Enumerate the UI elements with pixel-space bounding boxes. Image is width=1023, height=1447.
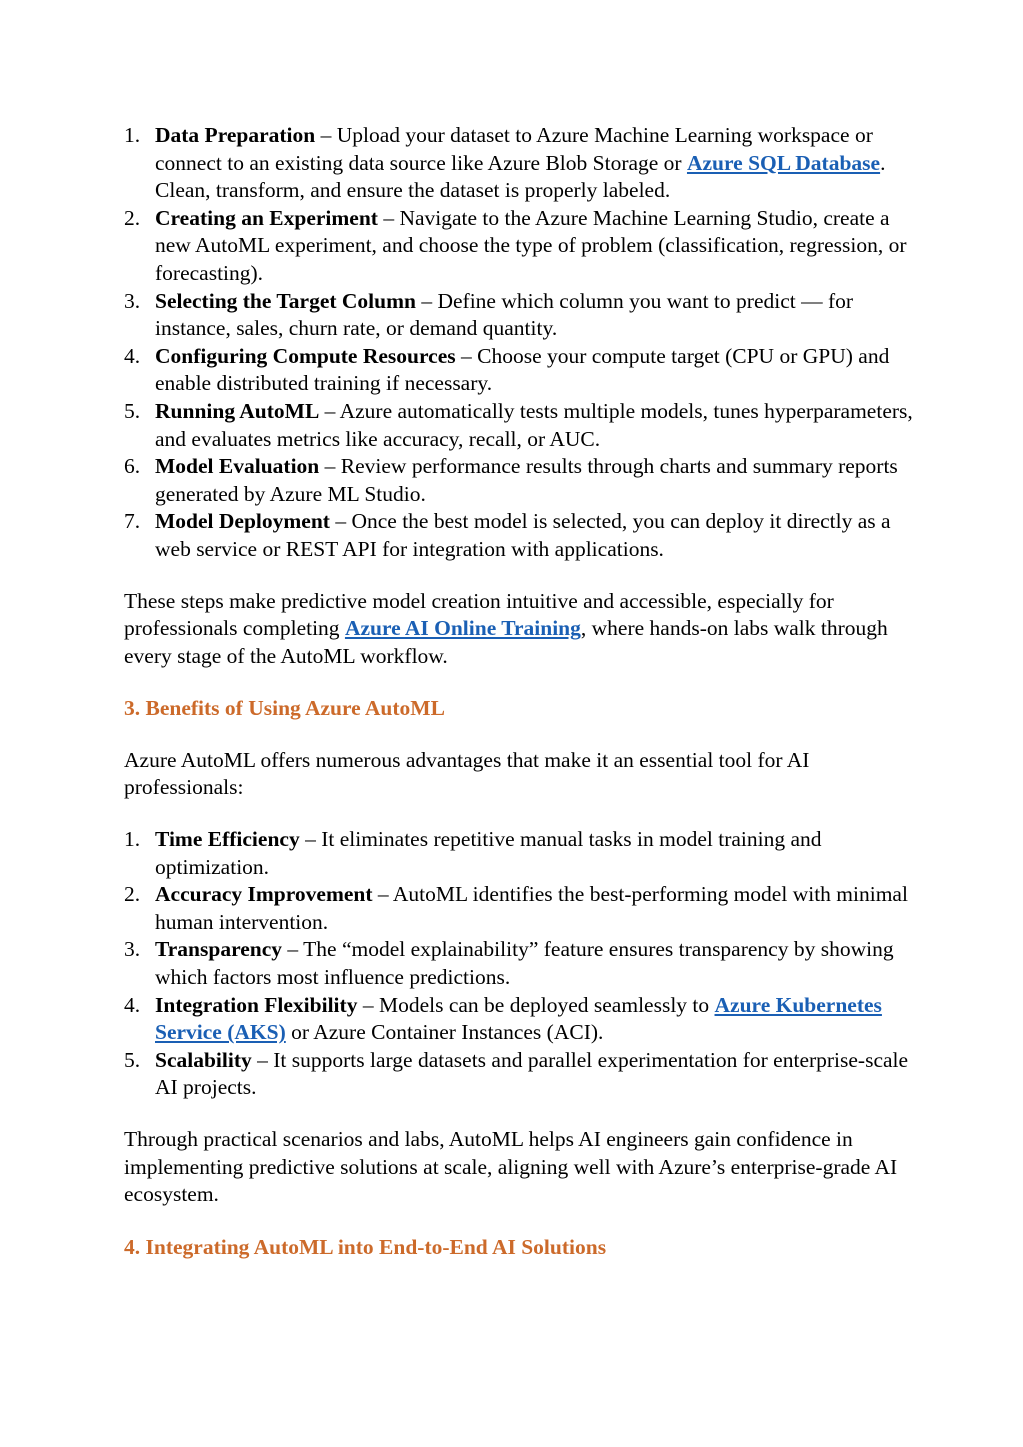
list-item (124, 205, 914, 288)
azure-sql-database-link[interactable]: Azure SQL Database (686, 150, 881, 175)
list-item-term: Accuracy Improvement (155, 882, 373, 907)
section-heading-benefits: 3. Benefits of Using Azure AutoML (124, 696, 445, 721)
list-item (124, 122, 914, 205)
summary-paragraph (124, 588, 914, 671)
list-item (124, 826, 914, 881)
list-item-text: or Azure Container Instances (ACI). (285, 1020, 604, 1045)
list-item-term: Transparency (155, 937, 283, 962)
list-number: 1. (124, 827, 141, 852)
list-item (124, 992, 914, 1047)
list-item-term: Scalability (155, 1047, 252, 1072)
list-item-text: – Choose your compute target (CPU or GPU) and enable distributed training if necessary. (155, 343, 890, 396)
list-item-term: Model Evaluation (155, 454, 320, 479)
list-number: 4. (124, 343, 141, 368)
paragraph-text: , where hands-on labs walk through every stage of the AutoML workflow. (124, 616, 888, 668)
list-item (124, 881, 914, 936)
list-item-text: . Clean, transform, and ensure the dataset is properly labeled. (155, 150, 886, 203)
list-item (124, 508, 914, 563)
list-number: 2. (124, 882, 141, 907)
list-item-term: Selecting the Target Column (155, 288, 416, 313)
automl-steps-list (124, 122, 914, 564)
list-number: 4. (124, 992, 141, 1017)
list-number: 3. (124, 288, 141, 313)
list-item-term: Configuring Compute Resources (155, 343, 456, 368)
list-item-text: – Once the best model is selected, you can deploy it directly as a web service or REST API for integration with applications. (155, 509, 891, 561)
list-item-text: – Define which column you want to predict — for instance, sales, churn rate, or demand quantity. (155, 288, 854, 341)
list-number: 5. (124, 398, 141, 423)
list-item-text: – Navigate to the Azure Machine Learning Studio, create a new AutoML experiment, and choose the type of problem (classification, regression, or forecasting). (155, 205, 907, 285)
list-item (124, 288, 914, 343)
list-item-text: – Review performance results through charts and summary reports generated by Azure ML Studio. (155, 454, 898, 506)
document-page (124, 122, 914, 1261)
benefits-intro: Azure AutoML offers numerous advantages that make it an essential tool for AI professionals: (124, 747, 810, 800)
list-item-text: – AutoML identifies the best-performing model with minimal human intervention. (155, 882, 908, 934)
list-item (124, 343, 914, 398)
list-item-text: – It supports large datasets and parallel experimentation for enterprise-scale AI projects. (155, 1047, 909, 1100)
azure-ai-online-training-link[interactable]: Azure AI Online Training (344, 616, 581, 641)
benefits-list (124, 826, 914, 1102)
azure-kubernetes-service-link[interactable]: Azure Kubernetes Service (AKS) (155, 992, 882, 1045)
list-number: 1. (124, 123, 141, 147)
list-item-term: Model Deployment (155, 509, 330, 534)
list-item-term: Time Efficiency (155, 827, 300, 852)
list-item-term: Data Preparation (155, 123, 316, 147)
list-item (124, 936, 914, 991)
list-item-text: – The “model explainability” feature ensures transparency by showing which factors most influence predictions. (155, 937, 894, 990)
list-number: 6. (124, 454, 141, 479)
list-number: 2. (124, 205, 141, 230)
list-number: 5. (124, 1047, 141, 1072)
list-item-text: – It eliminates repetitive manual tasks in model training and optimization. (155, 827, 822, 879)
list-item (124, 453, 914, 508)
list-number: 3. (124, 937, 141, 962)
paragraph-text: These steps make predictive model creation intuitive and accessible, especially for professionals completing (124, 588, 834, 641)
list-item-text: – Azure automatically tests multiple models, tunes hyperparameters, and evaluates metrics like accuracy, recall, or AUC. (155, 398, 913, 451)
closing-paragraph: Through practical scenarios and labs, AutoML helps AI engineers gain confidence in implementing predictive solutions at scale, aligning well with Azure’s enterprise-grade AI ecosystem. (124, 1127, 898, 1207)
list-item (124, 1047, 914, 1102)
list-item-term: Creating an Experiment (155, 205, 378, 230)
list-item-term: Integration Flexibility (155, 992, 358, 1017)
list-number: 7. (124, 509, 141, 534)
list-item-term: Running AutoML (155, 398, 320, 423)
list-item-text: – Models can be deployed seamlessly to (357, 992, 715, 1017)
list-item (124, 398, 914, 453)
section-heading-integration: 4. Integrating AutoML into End-to-End AI Solutions (124, 1234, 607, 1259)
list-item-text: – Upload your dataset to Azure Machine Learning workspace or connect to an existing data source like Azure Blob Storage or (155, 123, 873, 175)
